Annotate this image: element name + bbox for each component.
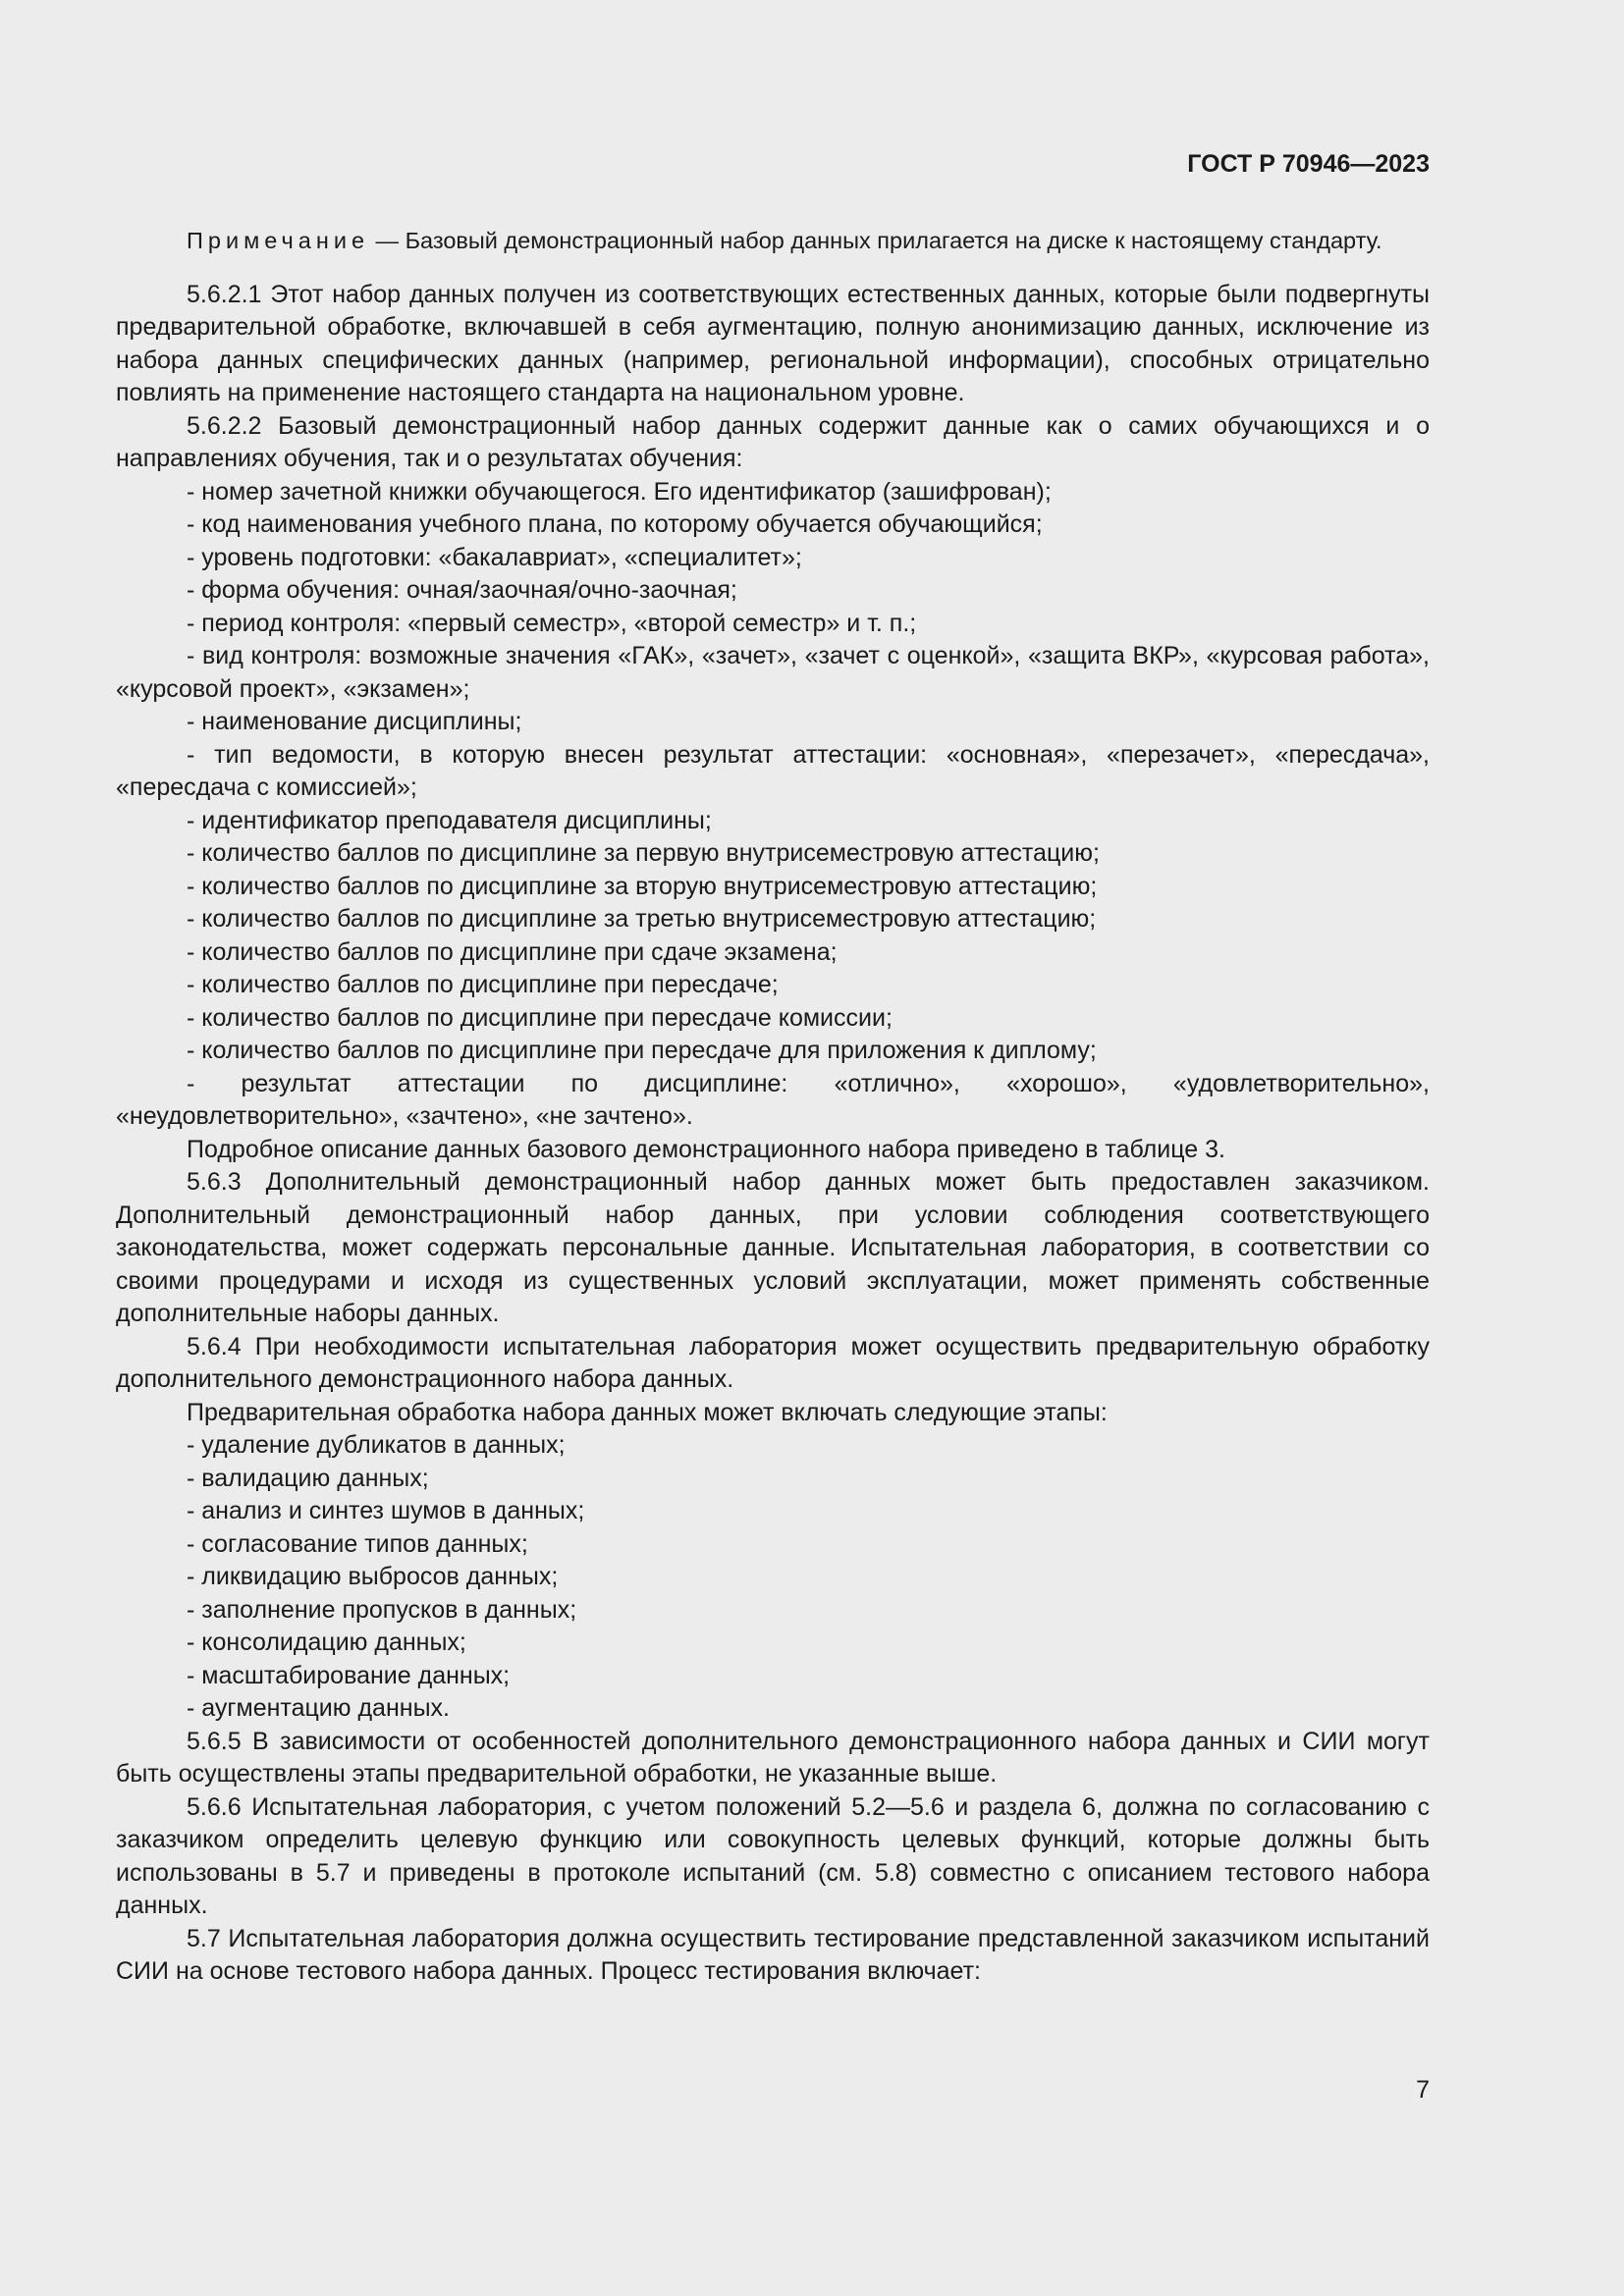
list-item: - наименование дисциплины; <box>187 708 522 735</box>
body-paragraph: 5.6.2.2 Базовый демонстрационный набор данных содержит данные как о самих обучающихся и о направлениях обучения, так и о результатах обучения: <box>116 411 1430 472</box>
note-label: Примечание <box>187 228 370 253</box>
list-item: - количество баллов по дисциплине за первую внутрисеместровую аттестацию; <box>187 839 1100 867</box>
document-header-standard-code: ГОСТ Р 70946—2023 <box>1187 150 1430 178</box>
note-paragraph <box>116 226 1430 255</box>
list-item: - масштабирование данных; <box>187 1661 511 1689</box>
list-item: - вид контроля: возможные значения «ГАК», «зачет», «зачет с оценкой», «защита ВКР», «курсовая работа», «курсовой проект», «экзамен»; <box>116 642 1430 703</box>
body-paragraph: 5.6.4 При необходимости испытательная лаборатория может осуществить предварительную обработку дополнительного демонстрационного набора данных. <box>116 1332 1430 1393</box>
list-item: - количество баллов по дисциплине за вторую внутрисеместровую аттестацию; <box>187 872 1098 900</box>
list-item: - валидацию данных; <box>187 1464 429 1492</box>
list-item: - номер зачетной книжки обучающегося. Его идентификатор (зашифрован); <box>187 477 1052 506</box>
list-item: - форма обучения: очная/заочная/очно-заочная; <box>187 576 737 604</box>
list-item: - согласование типов данных; <box>187 1529 528 1558</box>
list-item: - количество баллов по дисциплине за третью внутрисеместровую аттестацию; <box>187 905 1097 933</box>
list-item: - тип ведомости, в которую внесен результат аттестации: «основная», «перезачет», «пересдача», «пересдача с комиссией»; <box>116 740 1430 801</box>
list-item: - результат аттестации по дисциплине: «отлично», «хорошо», «удовлетворительно», «неудовлетворительно», «зачтено», «не зачтено». <box>116 1069 1430 1130</box>
body-paragraph: 5.7 Испытательная лаборатория должна осуществить тестирование представленной заказчиком испытаний СИИ на основе тестового набора данных. Процесс тестирования включает: <box>116 1924 1430 1985</box>
list-item: - заполнение пропусков в данных; <box>187 1595 577 1624</box>
document-page <box>116 147 1430 1989</box>
body-paragraph: Подробное описание данных базового демонстрационного набора приведено в таблице 3. <box>187 1135 1225 1163</box>
body-paragraph: 5.6.5 В зависимости от особенностей дополнительного демонстрационного набора данных и СИИ могут быть осуществлены этапы предварительной обработки, не указанные выше. <box>116 1727 1430 1788</box>
list-item: - анализ и синтез шумов в данных; <box>187 1497 585 1524</box>
list-item: - консолидацию данных; <box>187 1629 466 1656</box>
body-paragraph: 5.6.2.1 Этот набор данных получен из соответствующих естественных данных, которые были подвергнуты предварительной обработке, включавшей в себя аугментацию, полную анонимизацию данных, исключение из набора данных специфических данных (например, региональной информации), способных отрицательно повлиять на применение настоящего стандарта на национальном уровне. <box>116 280 1430 406</box>
note-text: — Базовый демонстрационный набор данных прилагается на диске к настоящему стандарту. <box>369 228 1382 253</box>
body-paragraph: 5.6.6 Испытательная лаборатория, с учетом положений 5.2—5.6 и раздела 6, должна по согласованию с заказчиком определить целевую функцию или совокупность целевых функций, которые должны быть использованы в 5.7 и приведены в протоколе испытаний (см. 5.8) совместно с описанием тестового набора данных. <box>116 1792 1430 1919</box>
list-item: - код наименования учебного плана, по которому обучается обучающийся; <box>187 510 1043 538</box>
list-item: - ликвидацию выбросов данных; <box>187 1563 559 1590</box>
list-item: - уровень подготовки: «бакалавриат», «специалитет»; <box>187 543 802 571</box>
list-item: - удаление дубликатов в данных; <box>187 1431 566 1459</box>
body-paragraph: 5.6.3 Дополнительный демонстрационный набор данных может быть предоставлен заказчиком. Дополнительный демонстрационный набор данных, при условии соблюдения соответствующего законодательства, может содержать персональные данные. Испытательная лаборатория, в соответствии со своими процедурами и исходя из существенных условий эксплуатации, может применять собственные дополнительные наборы данных. <box>116 1168 1430 1327</box>
list-item: - количество баллов по дисциплине при пересдаче для приложения к диплому; <box>187 1037 1097 1064</box>
document-body <box>116 279 1430 1989</box>
list-item: - количество баллов по дисциплине при сдаче экзамена; <box>187 937 838 966</box>
list-item: - аугментацию данных. <box>187 1694 450 1722</box>
list-item: - период контроля: «первый семестр», «второй семестр» и т. п.; <box>187 609 917 637</box>
list-item: - идентификатор преподавателя дисциплины; <box>187 806 712 834</box>
list-item: - количество баллов по дисциплине при пересдаче комиссии; <box>187 1003 893 1032</box>
list-item: - количество баллов по дисциплине при пересдаче; <box>187 971 779 998</box>
body-paragraph: Предварительная обработка набора данных может включать следующие этапы: <box>187 1398 1108 1426</box>
page-number: 7 <box>1416 2076 1430 2104</box>
